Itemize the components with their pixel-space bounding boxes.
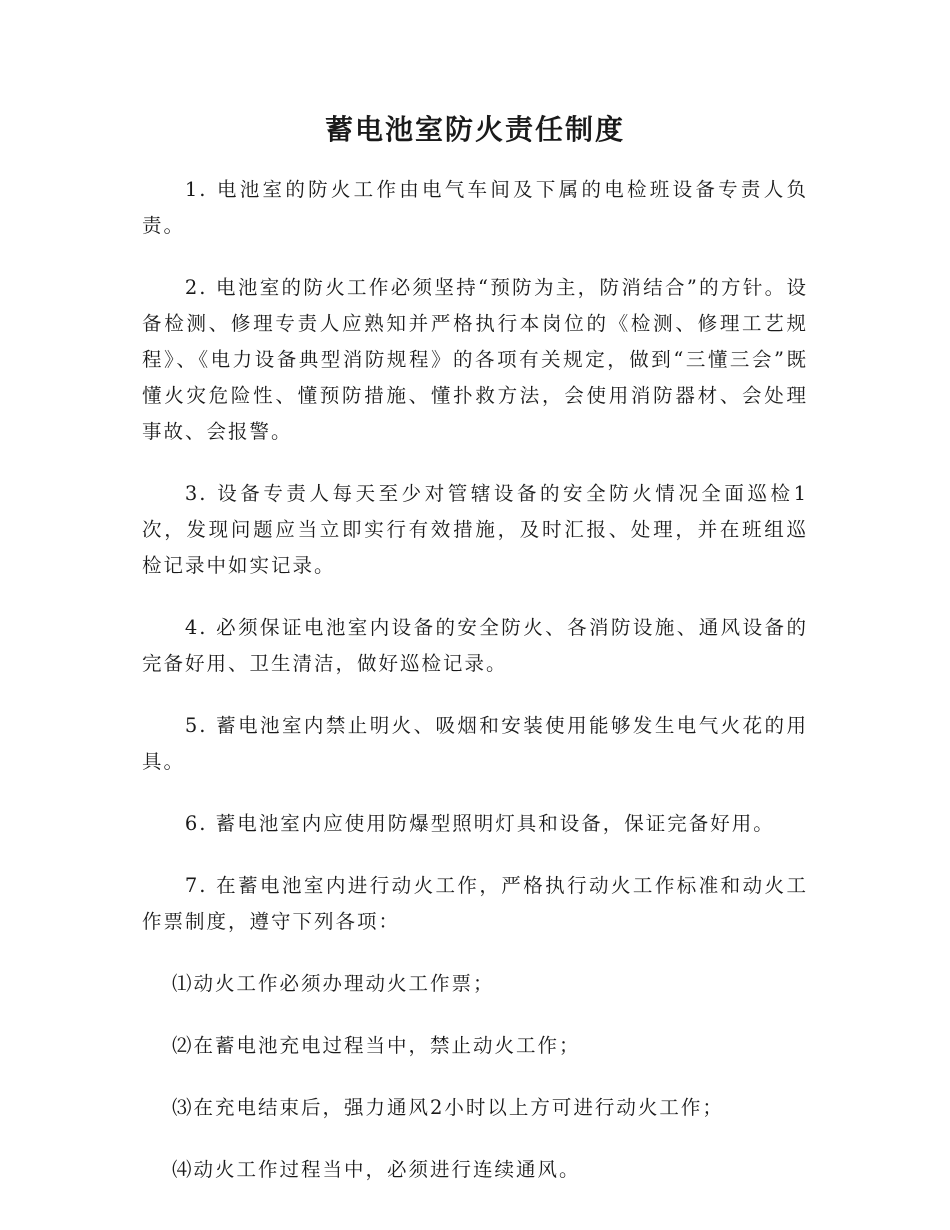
paragraph-6: 6. 蓄电池室内应使用防爆型照明灯具和设备，保证完备好用。 [184, 812, 775, 835]
sub-item-1: ⑴动火工作必须办理动火工作票； [172, 972, 495, 995]
document-title: 蓄电池室防火责任制度 [324, 113, 625, 146]
paragraph-1: 1. 电池室的防火工作由电气车间及下属的电检班设备专责人负责。 [142, 178, 808, 237]
paragraph-2: 2. 电池室的防火工作必须坚持“预防为主，防消结合”的方针。设备检测、修理专责人应熟知并严格执行本岗位的《检测、修理工艺规程》、《电力设备典型消防规程》的各项有关规定，做到“三懂三会”既懂火灾危险性、懂预防措施、懂扑救方法，会使用消防器材、会处理事故、会报警。 [142, 276, 808, 443]
paragraph-4: 4. 必须保证电池室内设备的安全防火、各消防设施、通风设备的完备好用、卫生清洁，做好巡检记录。 [142, 616, 808, 675]
paragraph-7: 7. 在蓄电池室内进行动火工作，严格执行动火工作标准和动火工作票制度，遵守下列各项： [142, 874, 808, 933]
sub-item-2: ⑵在蓄电池充电过程当中，禁止动火工作； [172, 1034, 581, 1057]
sub-item-4: ⑷动火工作过程当中，必须进行连续通风。 [172, 1158, 581, 1181]
sub-item-3: ⑶在充电结束后，强力通风2小时以上方可进行动火工作； [172, 1096, 724, 1119]
paragraph-3: 3. 设备专责人每天至少对管辖设备的安全防火情况全面巡检1次，发现问题应当立即实行有效措施，及时汇报、处理，并在班组巡检记录中如实记录。 [142, 482, 808, 577]
paragraph-5: 5. 蓄电池室内禁止明火、吸烟和安装使用能够发生电气火花的用具。 [142, 714, 808, 773]
